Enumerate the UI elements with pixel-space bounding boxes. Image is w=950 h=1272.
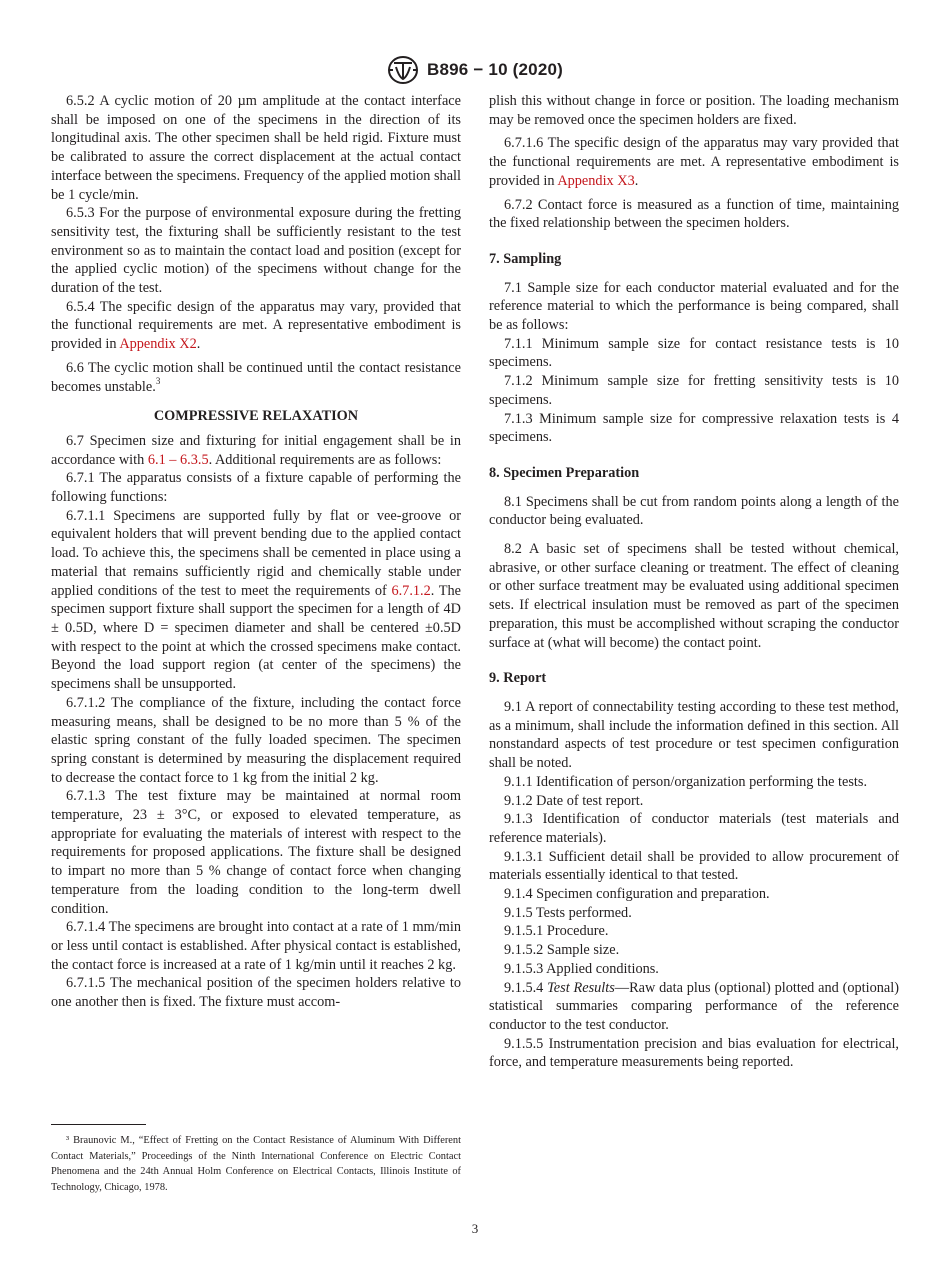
test-results-term: Test Results (547, 979, 615, 996)
section-6-7-1-6 (489, 134, 899, 190)
astm-logo-icon (387, 55, 419, 85)
section-6-7-2: 6.7.2 Contact force is measured as a function of time, maintaining the fixed relationship between the specimen holders. (489, 196, 899, 232)
section-6-5-4-end: . (196, 336, 201, 353)
section-6-7 (51, 432, 461, 469)
section-9-1-5-5: 9.1.5.5 Instrumentation precision and bias evaluation for electrical, force, and temperature measurements being reported. (489, 1035, 899, 1071)
standard-designation: B896 − 10 (2020) (427, 60, 563, 79)
section-6-7-1-2: 6.7.1.2 The compliance of the fixture, including the contact force measuring means, shall be designed to be no more than 5 % of the elastic spring constant of the fully loaded specimen. The specimen spring constant is determined by measuring the displacement required to decrease the contact force to 1 kg from the initial 2 kg. (51, 694, 461, 786)
section-9-1-5-2: 9.1.5.2 Sample size. (504, 942, 620, 959)
section-7-1-1: 7.1.1 Minimum sample size for contact resistance tests is 10 specimens. (489, 335, 899, 371)
section-6-7-1-6-text: 6.7.1.6 The specific design of the apparatus may vary provided that the functional requirements are met. A representative embodiment is provided in (489, 135, 899, 189)
section-9-1-3-1: 9.1.3.1 Sufficient detail shall be provided to allow procurement of materials essentially identical to that tested. (489, 848, 899, 884)
section-6-7-end: . Additional requirements are as follows: (208, 451, 442, 468)
section-6-7-1-4: 6.7.1.4 The specimens are brought into contact at a rate of 1 mm/min or less until contact is established. After physical contact is established, the contact force is increased at a rate of 1 kg/min until it reaches 2 kg. (51, 919, 461, 973)
heading-sampling: 7. Sampling (489, 250, 562, 267)
section-7-1-2: 7.1.2 Minimum sample size for fretting sensitivity tests is 10 specimens. (489, 373, 899, 408)
section-6-7-1-5: 6.7.1.5 The mechanical position of the specimen holders relative to one another then is fixed. The fixture must accom- (51, 975, 461, 1011)
section-9-1-5-4-text: —Raw data plus (optional) plotted and (optional) statistical summaries comparing performance of the reference conductor to the test conductor. (489, 979, 899, 1033)
section-9-1-5: 9.1.5 Tests performed. (504, 904, 632, 921)
section-8-1: 8.1 Specimens shall be cut from random points along a length of the conductor being evaluated. (489, 493, 899, 529)
footnote-3: ³ Braunovic M., “Effect of Fretting on the Contact Resistance of Aluminum With Different Contact Materials,” Proceedings of the Ninth International Conference on Electric Contact Phenomena and the 24th Annual Holm Conference on Electrical Contacts, Illinois Institute of Technology, Chicago, 1978. (51, 1135, 461, 1193)
section-6-7-1-2-link[interactable]: 6.7.1.2 (391, 582, 431, 599)
left-column (51, 92, 461, 1012)
section-9-1-1: 9.1.1 Identification of person/organization performing the tests. (504, 773, 868, 790)
section-9-1-5-4-number: 9.1.5.4 (504, 979, 548, 996)
section-6-7-1-1-end: . The specimen support fixture shall support the specimen for a length of 4D ± 0.5D, where D = specimen diameter and shall be centered ±0.5D with respect to the point at which the crossed specimens make contact. Beyond the load support region (at center of the specimens) the specimens shall be unsupported. (51, 582, 461, 693)
right-column (489, 92, 899, 1072)
section-9-1-5-4 (489, 979, 899, 1035)
heading-report: 9. Report (489, 670, 547, 687)
section-6-5-3: 6.5.3 For the purpose of environmental exposure during the fretting sensitivity test, the fixturing shall be sufficiently resistant to the test environment so as to maintain the contact load and position (except for the applied cyclic motion) of the specimens without change for the duration of the test. (51, 205, 461, 297)
section-7-1: 7.1 Sample size for each conductor material evaluated and for the reference material to which the performance is being compared, shall be as follows: (489, 279, 899, 334)
section-9-1-5-3: 9.1.5.3 Applied conditions. (504, 960, 659, 977)
section-6-6-text: 6.6 The cyclic motion shall be continued until the contact resistance becomes unstable. (51, 359, 461, 395)
section-6-7-1-3: 6.7.1.3 The test fixture may be maintained at normal room temperature, 23 ± 3°C, or exposed to elevated temperature, as appropriate for evaluating the materials of interest with respect to the requirements for proposed applications. The fixture shall be designed to impart no more than 5 % change of contact force when changing temperature from the loading condition to the long-term dwell condition. (51, 788, 461, 917)
section-range-link[interactable]: 6.1 – 6.3.5 (147, 451, 209, 468)
section-9-1-3: 9.1.3 Identification of conductor materials (test materials and reference materials). (489, 811, 899, 846)
section-6-7-text: 6.7 Specimen size and fixturing for initial engagement shall be in accordance with (51, 432, 461, 468)
section-8-2: 8.2 A basic set of specimens shall be tested without chemical, abrasive, or other surface cleaning or treatment. The effect of cleaning or other surface treatment may be evaluated using additional specimen sets. If electrical insulation must be removed as part of the specimen preparation, this must be accomplished without scraping the conductor surface at (what will become) the contact point. (489, 541, 899, 651)
section-9-1-5-1: 9.1.5.1 Procedure. (504, 923, 609, 940)
appendix-x3-link[interactable]: Appendix X3 (557, 172, 635, 189)
appendix-x2-link[interactable]: Appendix X2 (119, 336, 197, 353)
page-number: 3 (471, 1221, 479, 1236)
section-9-1-4: 9.1.4 Specimen configuration and preparation. (504, 886, 770, 903)
section-6-7-1-5-continued: plish this without change in force or position. The loading mechanism may be removed once the specimen holders are fixed. (489, 93, 899, 128)
section-6-5-4-text: 6.5.4 The specific design of the apparatus may vary, provided that the functional requirements are met. A representative embodiment is provided in (51, 298, 461, 353)
subheading-compressive-relaxation: COMPRESSIVE RELAXATION (153, 408, 359, 425)
section-6-7-1-1-text: 6.7.1.1 Specimens are supported fully by flat or vee-groove or equivalent holders that will prevent bending due to the applied contact load. To achieve this, the specimens shall be cemented in place using a material that remains sufficiently rigid and chemically stable under applied conditions of the test to meet the requirements of (51, 507, 461, 599)
page-header (0, 54, 950, 86)
section-6-6 (51, 359, 461, 396)
footnote-divider (51, 1124, 146, 1125)
footnote-ref-3[interactable]: 3 (155, 375, 161, 386)
section-6-5-2: 6.5.2 A cyclic motion of 20 µm amplitude at the contact interface shall be imposed on one of the specimens in the direction of its longitudinal axis. The other specimen shall be held rigid. Fixture must be calibrated to assure the correct displacement at the actual contact interface between the specimens. Frequency of the applied motion shall be 1 cycle/min. (51, 93, 461, 203)
heading-specimen-preparation: 8. Specimen Preparation (489, 464, 640, 481)
section-9-1: 9.1 A report of connectability testing according to these test method, as a minimum, shall include the information defined in this section. All nonstandard aspects of test procedure or test specimen configuration shall be noted. (489, 698, 899, 772)
section-9-1-2: 9.1.2 Date of test report. (504, 792, 644, 809)
section-7-1-3: 7.1.3 Minimum sample size for compressive relaxation tests is 4 specimens. (489, 410, 899, 446)
section-6-7-1-1 (51, 507, 461, 694)
section-6-7-1-6-end: . (634, 172, 639, 189)
section-6-7-1: 6.7.1 The apparatus consists of a fixture capable of performing the following functions: (51, 470, 461, 506)
section-6-5-4 (51, 298, 461, 354)
